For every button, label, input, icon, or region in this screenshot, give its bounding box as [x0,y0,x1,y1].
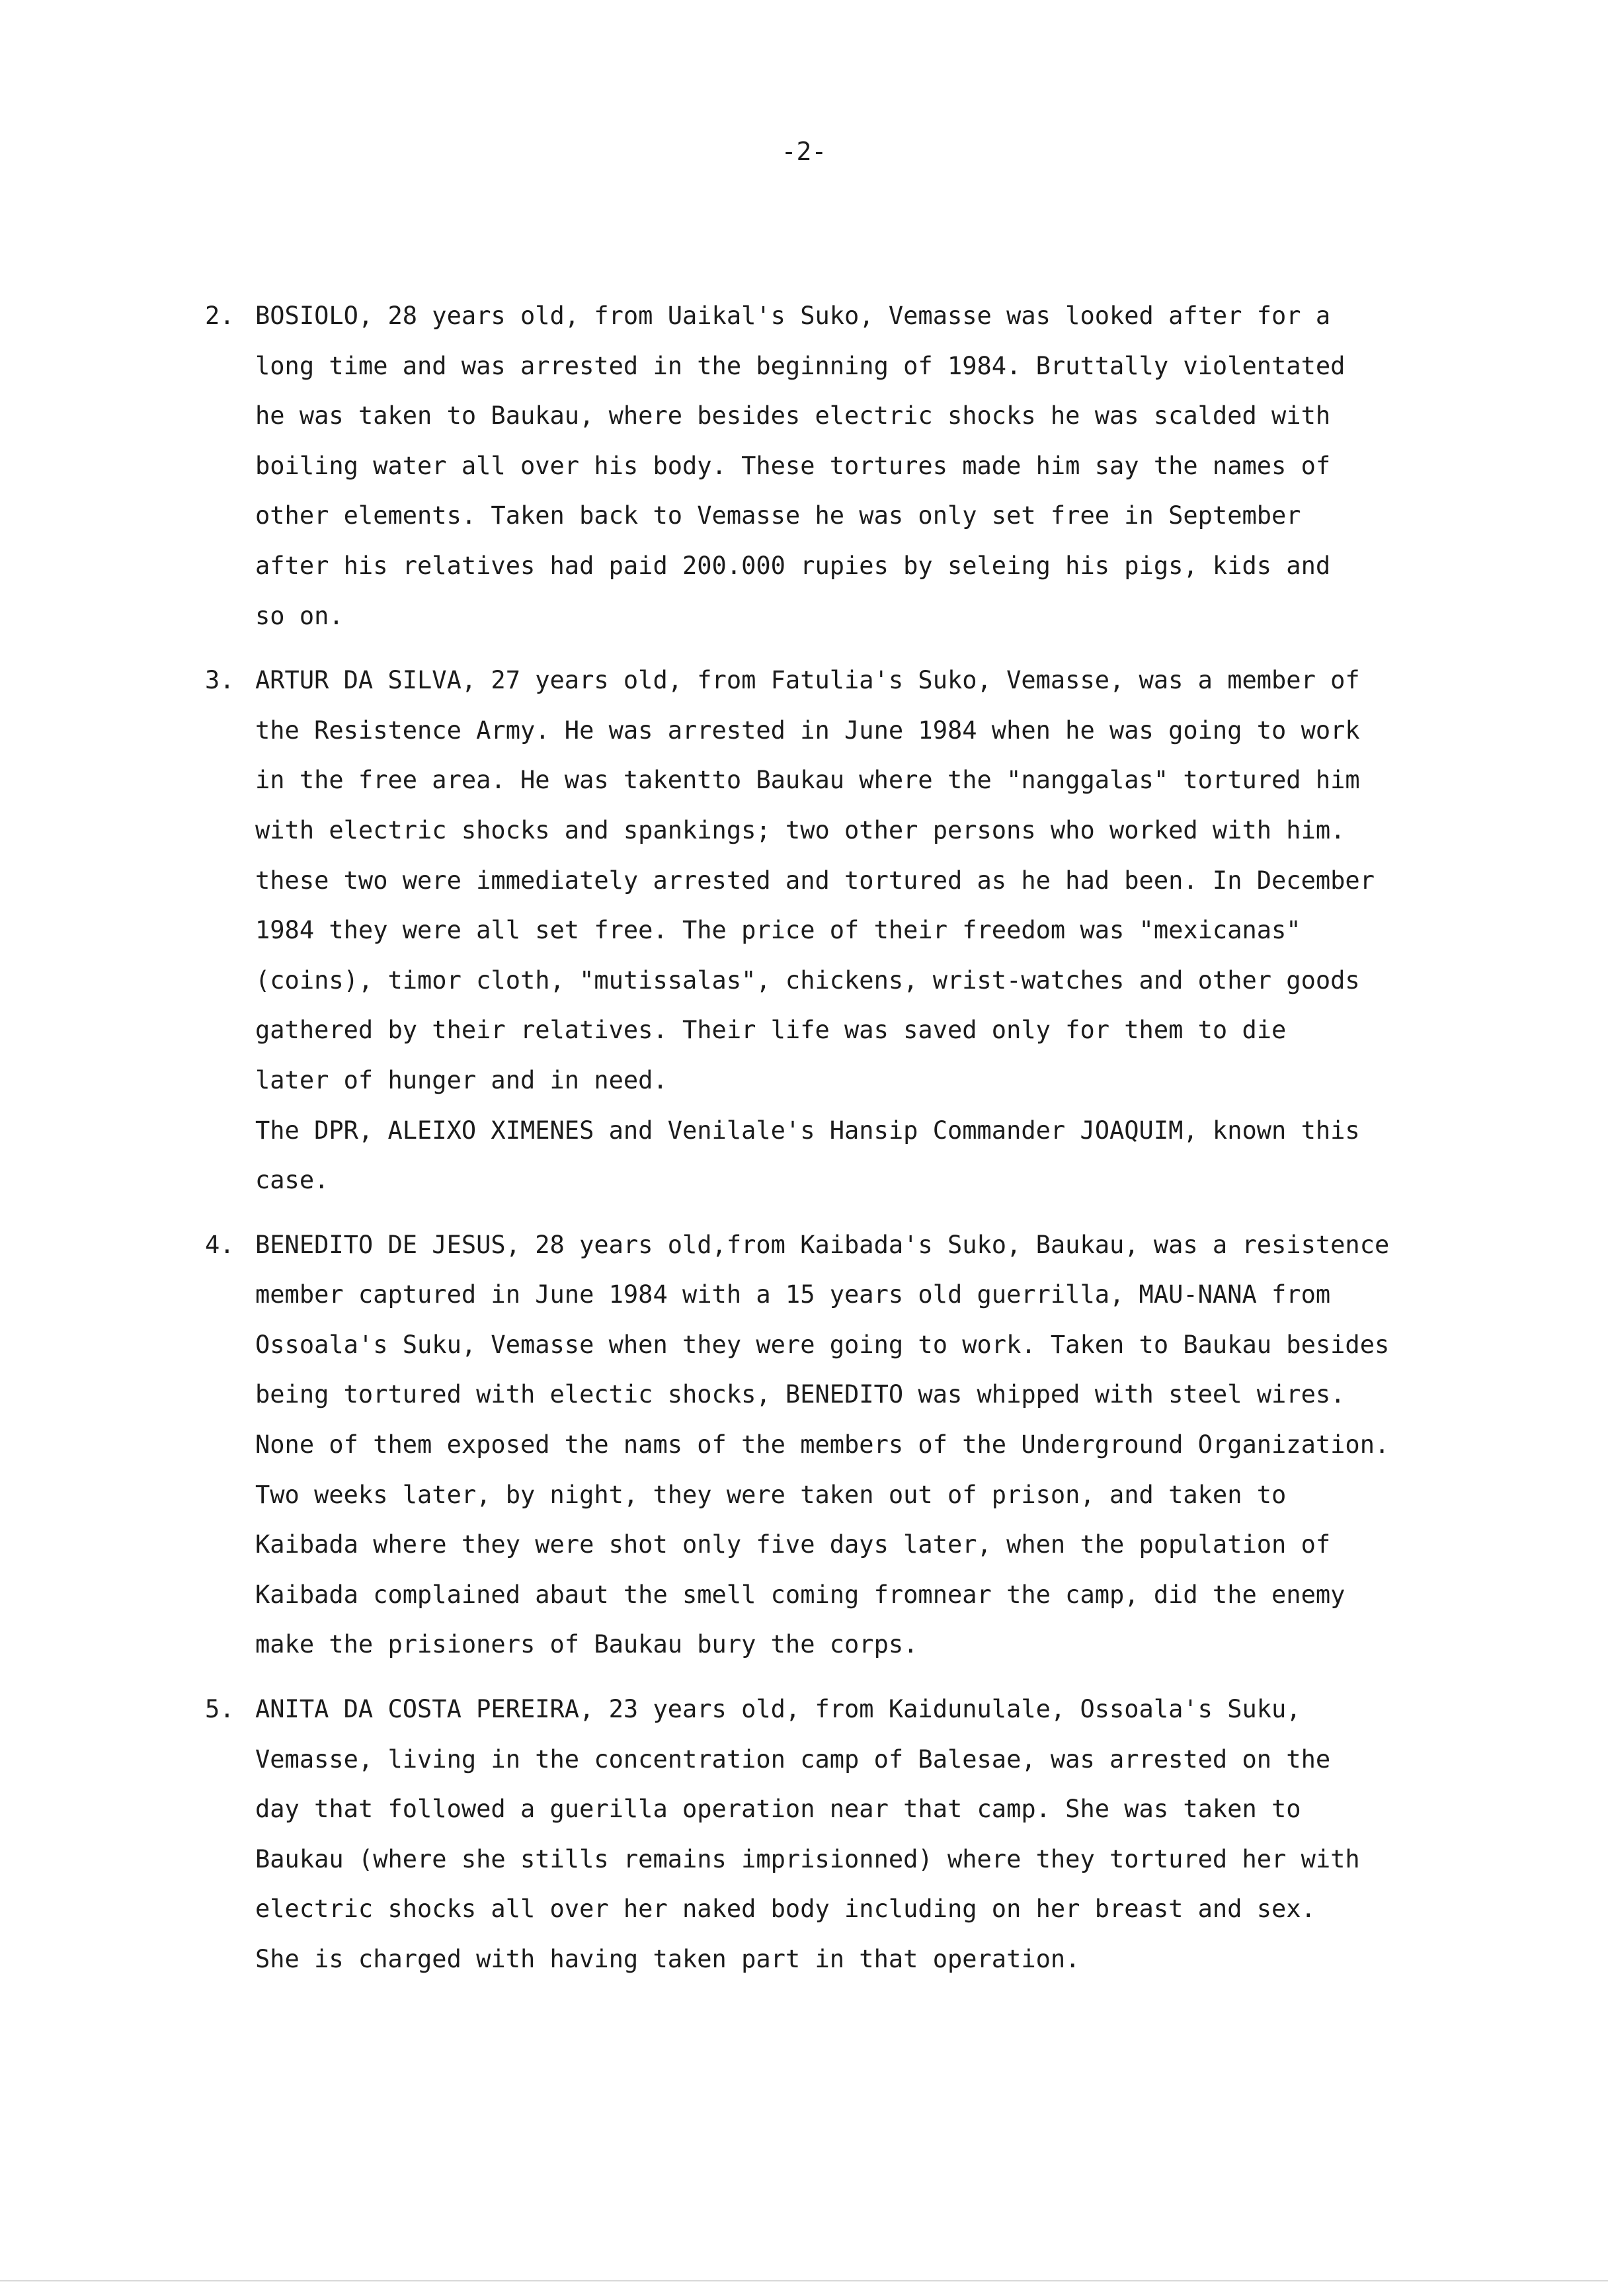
entry-text [255,291,1554,641]
text-line: with electric shocks and spankings; two other persons who worked with him. [255,815,1346,844]
entry-text [255,1684,1554,1985]
page-number: -2- [781,137,827,166]
text-line: member captured in June 1984 with a 15 years old guerrilla, MAU-NANA from [255,1280,1331,1309]
text-line: 1984 they were all set free. The price of their freedom was "mexicanas" [255,916,1301,945]
text-line: so on. [255,601,344,630]
text-line: day that followed a guerilla operation near that camp. She was taken to [255,1795,1301,1824]
page-bottom-edge [0,2280,1608,2281]
text-line: other elements. Taken back to Vemasse he was only set free in September [255,501,1301,530]
text-line: in the free area. He was takentto Baukau where the "nanggalas" tortured him [255,766,1360,795]
entry-5 [205,1684,1554,1985]
text-line: he was taken to Baukau, where besides electric shocks he was scalded with [255,401,1331,430]
entry-number: 2. [205,302,235,330]
text-line: gathered by their relatives. Their life was saved only for them to die [255,1016,1287,1045]
text-line: later of hunger and in need. [255,1065,668,1094]
entry-4 [205,1220,1554,1670]
entry-text [255,1220,1554,1670]
text-line: ANITA DA COSTA PEREIRA, 23 years old, from Kaidunulale, Ossoala's Suku, [255,1695,1301,1724]
entry-2 [205,291,1554,641]
text-line: electric shocks all over her naked body including on her breast and sex. [255,1895,1316,1924]
text-line: Kaibada complained abaut the smell coming fromnear the camp, did the enemy [255,1580,1346,1609]
entry-number: 3. [205,666,235,695]
text-line: case. [255,1166,329,1195]
text-line: BENEDITO DE JESUS, 28 years old,from Kaibada's Suko, Baukau, was a resistence [255,1230,1390,1259]
entry-list [205,291,1554,1999]
text-line: Two weeks later, by night, they were taken out of prison, and taken to [255,1480,1287,1509]
text-line: the Resistence Army. He was arrested in June 1984 when he was going to work [255,716,1360,745]
text-line: BOSIOLO, 28 years old, from Uaikal's Suko, Vemasse was looked after for a [255,302,1331,330]
text-line: long time and was arrested in the beginning of 1984. Bruttally violentated [255,351,1346,380]
text-line: being tortured with electic shocks, BENEDITO was whipped with steel wires. [255,1380,1346,1409]
entry-3 [205,655,1554,1206]
text-line: Ossoala's Suku, Vemasse when they were going to work. Taken to Baukau besides [255,1330,1390,1359]
text-line: after his relatives had paid 200.000 rupies by seleing his pigs, kids and [255,551,1331,580]
text-line: make the prisioners of Baukau bury the corps. [255,1630,918,1659]
text-line: Baukau (where she stills remains imprisionned) where they tortured her with [255,1844,1360,1873]
text-line: The DPR, ALEIXO XIMENES and Venilale's Hansip Commander JOAQUIM, known this [255,1116,1360,1145]
entry-text [255,655,1554,1206]
text-line: She is charged with having taken part in that operation. [255,1945,1080,1973]
text-line: Vemasse, living in the concentration camp of Balesae, was arrested on the [255,1744,1331,1774]
text-line: these two were immediately arrested and tortured as he had been. In December [255,866,1375,895]
entry-number: 4. [205,1230,235,1259]
text-line: Kaibada where they were shot only five days later, when the population of [255,1530,1331,1559]
entry-number: 5. [205,1695,235,1724]
text-line: ARTUR DA SILVA, 27 years old, from Fatulia's Suko, Vemasse, was a member of [255,666,1360,695]
text-line: boiling water all over his body. These tortures made him say the names of [255,451,1331,480]
text-line: None of them exposed the nams of the members of the Underground Organization. [255,1430,1390,1459]
text-line: (coins), timor cloth, "mutissalas", chickens, wrist-watches and other goods [255,965,1360,995]
